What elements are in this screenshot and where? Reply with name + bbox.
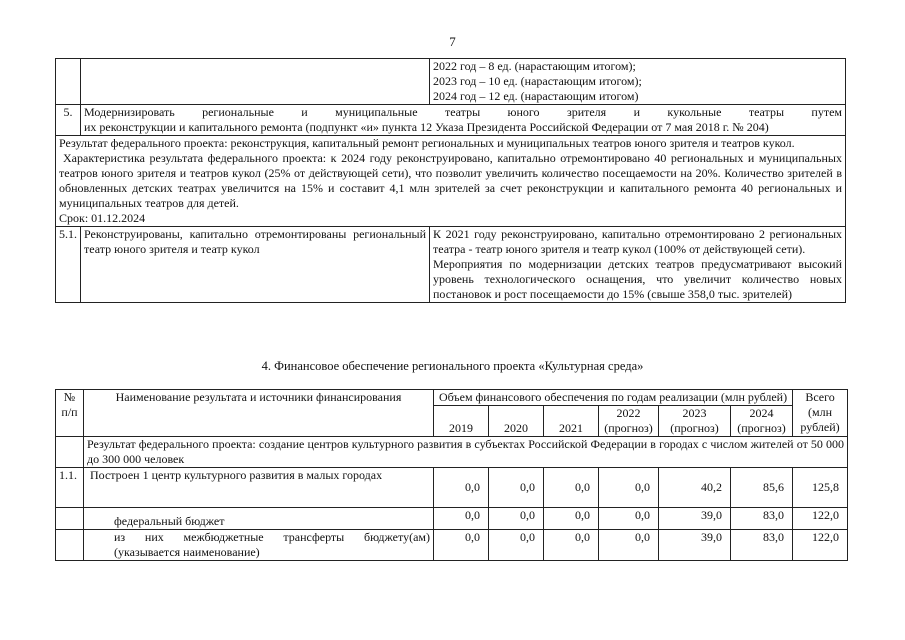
table-row — [56, 508, 848, 530]
row-name: федеральный бюджет — [84, 508, 434, 530]
total-cell: 122,0 — [793, 530, 848, 561]
table-row — [56, 59, 846, 105]
value-cell: 0,0 — [599, 468, 659, 508]
cumulative-targets-cell — [430, 59, 846, 105]
value-cell: 0,0 — [489, 468, 544, 508]
table-row — [56, 468, 848, 508]
task-line: Модернизировать региональные и муниципальные театры юного зрителя и кукольные театры путем — [84, 105, 842, 119]
value-cell: 0,0 — [544, 530, 599, 561]
project-results-table — [55, 58, 846, 303]
row-number: 1.1. — [56, 468, 84, 508]
financing-table — [55, 389, 848, 561]
value-cell: 83,0 — [731, 508, 793, 530]
empty-num-cell — [56, 59, 81, 105]
deadline-text: Срок: 01.12.2024 — [59, 211, 146, 225]
table-row — [56, 227, 846, 303]
task-cell — [81, 105, 846, 136]
year-header: 2024 (прогноз) — [731, 406, 793, 437]
description-paragraph: К 2021 году реконструировано, капитально отремонтировано 2 региональных театра - театр юного зрителя и театр кукол (100% от действующей сети). — [433, 227, 842, 256]
target-line: 2024 год – 12 ед. (нарастающим итогом) — [433, 89, 639, 103]
value-cell: 0,0 — [489, 530, 544, 561]
value-cell: 0,0 — [434, 508, 489, 530]
year-header: 2022 (прогноз) — [599, 406, 659, 437]
page-number: 7 — [449, 34, 456, 49]
row-number: 5. — [56, 105, 81, 136]
value-cell: 0,0 — [599, 530, 659, 561]
result-characteristic-text: Характеристика результата федерального проекта: к 2024 году реконструировано, капитально отремонтировано 40 региональных и муниципальных театров юного зрителя и театров кукол (25% от действующей сети), что позволит увеличить количество посещаемости на 20%. Количество зрителей в обновленных детских театрах увеличится на 15% и составит 4,1 млн зрителей за счет реконструкции и капитального ремонта 40 региональных и муниципальных театров для детей. — [59, 151, 842, 210]
row-name: Построен 1 центр культурного развития в малых городах — [84, 468, 434, 508]
row-number — [56, 508, 84, 530]
row-name: из них межбюджетные трансферты бюджету(ам) (указывается наименование) — [84, 530, 434, 561]
result-description — [430, 227, 846, 303]
value-cell: 39,0 — [659, 530, 731, 561]
task-line: их реконструкции и капитального ремонта (подпункт «и» пункта 12 Указа Президента Российской Федерации от 7 мая 2018 г. № 204) — [84, 120, 769, 134]
table-row — [56, 530, 848, 561]
federal-result-text: Результат федерального проекта: реконструкция, капитальный ремонт региональных и муниципальных театров юного зрителя и театров кукол. — [59, 136, 795, 150]
year-header: 2019 — [434, 406, 489, 437]
federal-result-text: Результат федерального проекта: создание центров культурного развития в субъектах Российской Федерации в городах с числом жителей от 50 000 до 300 000 человек — [84, 437, 848, 468]
header-volume: Объем финансового обеспечения по годам реализации (млн рублей) — [434, 390, 793, 406]
target-line: 2023 год – 10 ед. (нарастающим итогом); — [433, 74, 642, 88]
value-cell: 0,0 — [544, 508, 599, 530]
section-title: 4. Финансовое обеспечение регионального проекта «Культурная среда» — [261, 359, 644, 373]
header-num: № п/п — [56, 390, 84, 437]
result-name: Реконструированы, капитально отремонтированы региональный театр юного зрителя и театр кукол — [81, 227, 430, 303]
total-cell: 122,0 — [793, 508, 848, 530]
description-paragraph: Мероприятия по модернизации детских театров предусматривают высокий уровень технологического оснащения, что увеличит количество новых постановок и рост посещаемости до 15% (свыше 358,0 тыс. зрителей) — [433, 257, 842, 301]
result-row — [56, 437, 848, 468]
row-number — [56, 530, 84, 561]
value-cell: 85,6 — [731, 468, 793, 508]
value-cell: 0,0 — [544, 468, 599, 508]
header-row — [56, 390, 848, 406]
total-cell: 125,8 — [793, 468, 848, 508]
value-cell: 40,2 — [659, 468, 731, 508]
result-characteristics-cell — [56, 136, 846, 227]
table-row — [56, 136, 846, 227]
header-name: Наименование результата и источники финансирования — [84, 390, 434, 437]
target-line: 2022 год – 8 ед. (нарастающим итогом); — [433, 59, 636, 73]
value-cell: 0,0 — [599, 508, 659, 530]
table-row — [56, 105, 846, 136]
header-total: Всего (млн рублей) — [793, 390, 848, 437]
value-cell: 0,0 — [489, 508, 544, 530]
year-header: 2020 — [489, 406, 544, 437]
value-cell: 39,0 — [659, 508, 731, 530]
value-cell: 0,0 — [434, 530, 489, 561]
empty-name-cell — [81, 59, 430, 105]
year-header: 2023 (прогноз) — [659, 406, 731, 437]
value-cell: 83,0 — [731, 530, 793, 561]
empty-num-cell — [56, 437, 84, 468]
row-number: 5.1. — [56, 227, 81, 303]
year-header: 2021 — [544, 406, 599, 437]
value-cell: 0,0 — [434, 468, 489, 508]
